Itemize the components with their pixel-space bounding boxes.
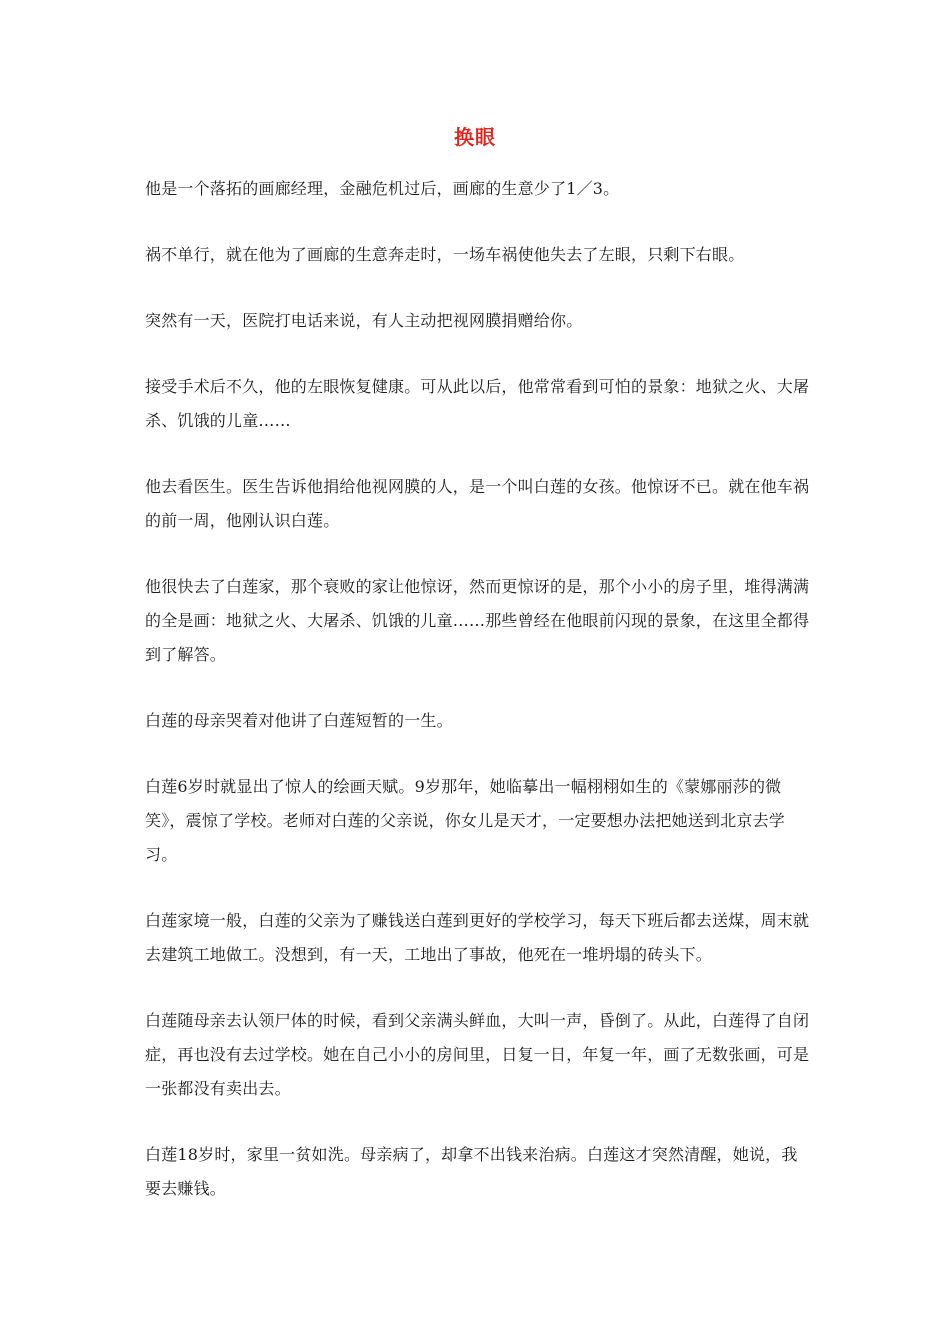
paragraph-11: 白莲18岁时，家里一贫如洗。母亲病了，却拿不出钱来治病。白莲这才突然清醒，她说，我要去赚钱。: [145, 1145, 798, 1198]
article-body: [145, 172, 810, 1238]
paragraph-5: 他去看医生。医生告诉他捐给他视网膜的人，是一个叫白莲的女孩。他惊讶不已。就在他车祸的前一周，他刚认识白莲。: [145, 477, 810, 530]
paragraph-2: 祸不单行，就在他为了画廊的生意奔走时，一场车祸使他失去了左眼，只剩下右眼。: [145, 245, 745, 264]
paragraph-7: 白莲的母亲哭着对他讲了白莲短暂的一生。: [145, 711, 453, 730]
paragraph-10: 白莲随母亲去认领尸体的时候，看到父亲满头鲜血，大叫一声，昏倒了。从此，白莲得了自闭症，再也没有去过学校。她在自己小小的房间里，日复一日，年复一年，画了无数张画，可是一张都没有卖出去。: [145, 1011, 810, 1098]
paragraph-4: 接受手术后不久，他的左眼恢复健康。可从此以后，他常常看到可怕的景象：地狱之火、大屠杀、饥饿的儿童……: [145, 377, 810, 430]
paragraph-6: 他很快去了白莲家，那个衰败的家让他惊讶，然而更惊讶的是，那个小小的房子里，堆得满满的全是画：地狱之火、大屠杀、饥饿的儿童……那些曾经在他眼前闪现的景象，在这里全都得到了解答。: [145, 577, 810, 664]
paragraph-9: 白莲家境一般，白莲的父亲为了赚钱送白莲到更好的学校学习，每天下班后都去送煤，周末就去建筑工地做工。没想到，有一天，工地出了事故，他死在一堆坍塌的砖头下。: [145, 911, 810, 964]
paragraph-3: 突然有一天，医院打电话来说，有人主动把视网膜捐赠给你。: [145, 311, 583, 330]
paragraph-8: 白莲6岁时就显出了惊人的绘画天赋。9岁那年，她临摹出一幅栩栩如生的《蒙娜丽莎的微笑》，震惊了学校。老师对白莲的父亲说，你女儿是天才，一定要想办法把她送到北京去学习。: [145, 777, 786, 864]
document-title: 换眼: [454, 125, 496, 149]
paragraph-1: 他是一个落拓的画廊经理，金融危机过后，画廊的生意少了1／3。: [145, 179, 620, 198]
